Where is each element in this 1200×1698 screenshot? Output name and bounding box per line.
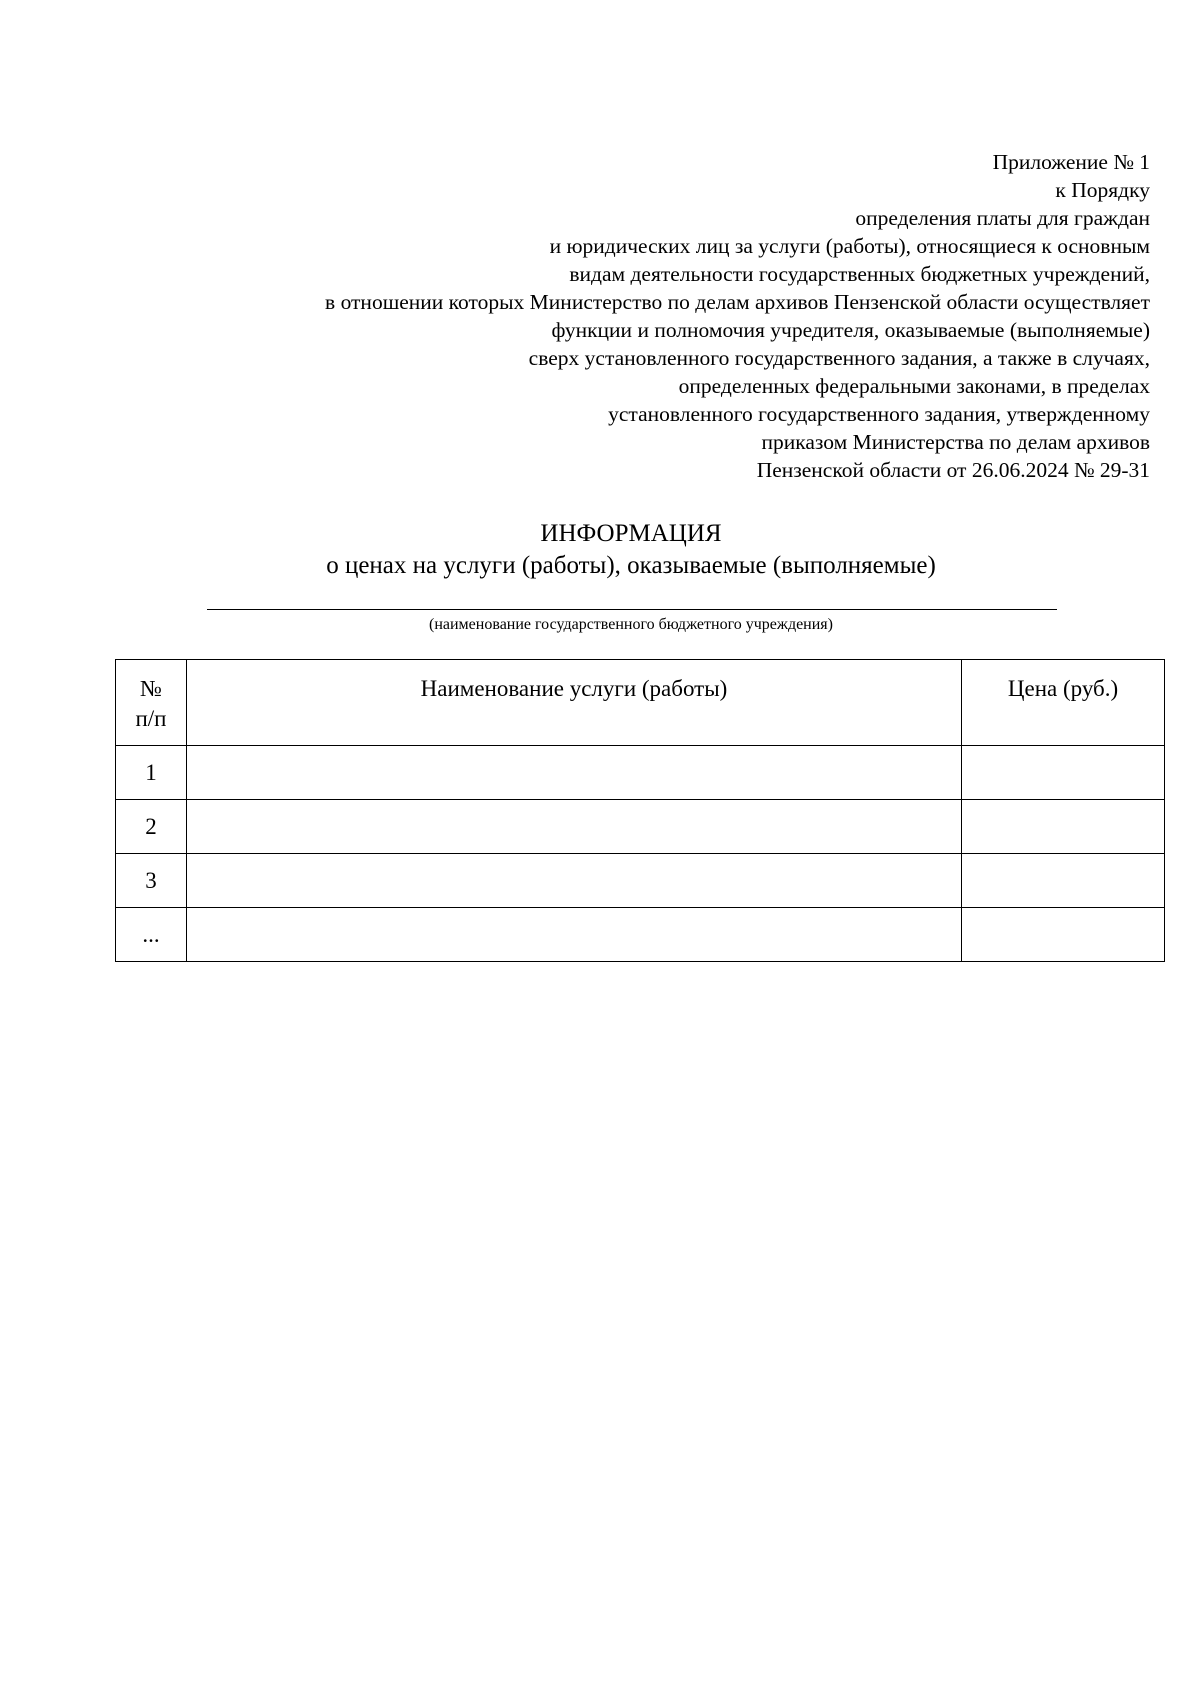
column-header-number-line1: № <box>140 676 162 701</box>
row-number-cell: 2 <box>116 800 187 854</box>
header-line: Приложение № 1 <box>992 150 1150 174</box>
organization-name-line <box>207 609 1057 610</box>
table-row <box>116 746 1165 800</box>
header-line: определенных федеральными законами, в пределах <box>678 374 1150 398</box>
header-line: Пензенской области от 26.06.2024 № 29-31 <box>756 458 1150 482</box>
table-row <box>116 854 1165 908</box>
organization-name-caption: (наименование государственного бюджетного учреждения) <box>429 616 833 633</box>
row-number-cell: 3 <box>116 854 187 908</box>
header-line: функции и полномочия учредителя, оказываемые (выполняемые) <box>551 318 1150 342</box>
price-cell <box>962 854 1165 908</box>
column-header-service-name: Наименование услуги (работы) <box>187 660 962 746</box>
document-subtitle: о ценах на услуги (работы), оказываемые (выполняемые) <box>326 552 936 579</box>
table-row <box>116 908 1165 962</box>
service-name-cell <box>187 854 962 908</box>
price-cell <box>962 800 1165 854</box>
header-line: приказом Министерства по делам архивов <box>761 430 1150 454</box>
table-row <box>116 800 1165 854</box>
column-header-price: Цена (руб.) <box>962 660 1165 746</box>
service-name-cell <box>187 746 962 800</box>
header-line: видам деятельности государственных бюджетных учреждений, <box>569 262 1150 286</box>
price-cell <box>962 746 1165 800</box>
header-line: и юридических лиц за услуги (работы), относящиеся к основным <box>549 234 1150 258</box>
column-header-number-line2: п/п <box>135 706 167 731</box>
row-number-cell: ... <box>116 908 187 962</box>
document-title: ИНФОРМАЦИЯ <box>540 520 722 547</box>
price-table <box>115 659 1165 962</box>
appendix-header <box>150 148 1150 484</box>
header-line: установленного государственного задания, утвержденному <box>608 402 1150 426</box>
table-header-row <box>116 660 1165 746</box>
header-line: определения платы для граждан <box>855 206 1150 230</box>
column-header-number <box>116 660 187 746</box>
price-cell <box>962 908 1165 962</box>
service-name-cell <box>187 800 962 854</box>
service-name-cell <box>187 908 962 962</box>
header-line: сверх установленного государственного задания, а также в случаях, <box>528 346 1150 370</box>
row-number-cell: 1 <box>116 746 187 800</box>
header-line: к Порядку <box>1055 178 1150 202</box>
header-line: в отношении которых Министерство по делам архивов Пензенской области осуществляет <box>325 290 1150 314</box>
